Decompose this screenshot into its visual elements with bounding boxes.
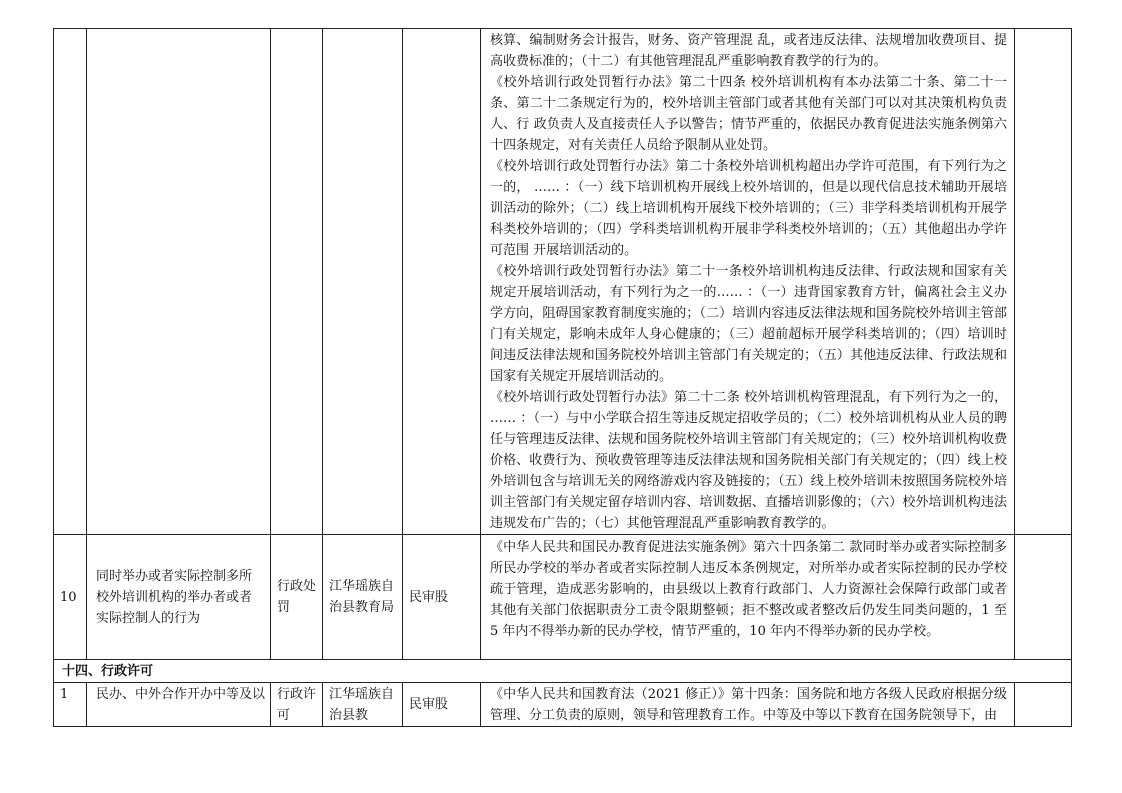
cell-unit: [403, 29, 481, 535]
cell-remark: [1015, 683, 1072, 727]
cell-remark: [1015, 535, 1072, 660]
cell-unit: 民审股: [403, 535, 481, 660]
basis-paragraph: 核算、编制财务会计报告，财务、资产管理混 乱，或者违反法律、法规增加收费项目、提高收费标准的；（十二）有其他管理混乱严重影响教育教学的行为的。: [490, 33, 1007, 69]
cell-no: [54, 29, 87, 535]
regulation-table: [53, 28, 1072, 727]
section-header-row: [54, 660, 1072, 683]
cell-unit: 民审股: [403, 683, 481, 727]
cell-item: 同时举办或者实际控制多所校外培训机构的举办者或者实际控制人的行为: [87, 535, 271, 660]
cell-dept: 江华瑶族自治县教育局: [323, 535, 403, 660]
cell-basis: 《中华人民共和国民办教育促进法实施条例》第六十四条第二 款同时举办或者实际控制多所民办学校的举办者或者实际控制人违反本条例规定，对所举办或者实际控制的民办学校疏于管理，造成恶劣影响的，由县级以上教育行政部门、人力资源社会保障行政部门或者其他有关部门依据职责分工责令限期整顿；拒不整改或者整改后仍发生同类问题的，1 至 5 年内不得举办新的民办学校，情节严重的，10 年内不得举办新的民办学校。: [481, 535, 1015, 660]
cell-type: [271, 29, 323, 535]
table-row: [54, 29, 1072, 535]
basis-paragraph: 《校外培训行政处罚暂行办法》第二十二条 校外培训机构管理混乱，有下列行为之一的， …… ：（一）与中小学联合招生等违反规定招收学员的；（二）校外培训机构从业人员的聘任与管理违反法律、法规和国务院校外培训主管部门有关规定的；（三）校外培训机构收费价格、收费行为、预收费管理等违反法律法规和国务院相关部门有关规定的；（四）线上校外培训包含与培训无关的网络游戏内容及链接的；（五）线上校外培训未按照国务院校外培训主管部门有关规定留存培训内容、培训数据、直播培训影像的；（六）校外培训机构违法违规发布广告的；（七）其他管理混乱严重影响教育教学的。: [490, 390, 1007, 531]
cell-basis: 《中华人民共和国教育法（2021 修正）》第十四条：国务院和地方各级人民政府根据分级管理、分工负责的原则，领导和管理教育工作。中等及中等以下教育在国务院领导下，由: [481, 683, 1015, 727]
cell-no: 10: [54, 535, 87, 660]
cell-no: 1: [54, 683, 87, 727]
table-row: [54, 683, 1072, 727]
cell-type: 行政许可: [271, 683, 323, 727]
basis-paragraph: 《校外培训行政处罚暂行办法》第二十四条 校外培训机构有本办法第二十条、第二十一条、第二十二条规定行为的，校外培训主管部门或者其他有关部门可以对其决策机构负责人、行 政负责人及直接责任人予以警告；情节严重的，依据民办教育促进法实施条例第六十四条规定，对有关责任人员给予限制从业处罚。: [490, 75, 1007, 153]
section-title: 十四、行政许可: [54, 660, 1072, 683]
cell-item: [87, 29, 271, 535]
cell-item: 民办、中外合作开办中等及以: [87, 683, 271, 727]
table-row: [54, 535, 1072, 660]
cell-remark: [1015, 29, 1072, 535]
cell-basis: [481, 29, 1015, 535]
cell-dept: 江华瑶族自治县教: [323, 683, 403, 727]
basis-paragraph: 《校外培训行政处罚暂行办法》第二十条校外培训机构超出办学许可范围，有下列行为之一的， …… ：（一）线下培训机构开展线上校外培训的，但是以现代信息技术辅助开展培训活动的除外；（二）线上培训机构开展线下校外培训的；（三）非学科类培训机构开展学科类校外培训的；（四）学科类培训机构开展非学科类校外培训的；（五）其他超出办学许可范围 开展培训活动的。: [490, 159, 1007, 258]
cell-dept: [323, 29, 403, 535]
basis-paragraph: 《校外培训行政处罚暂行办法》第二十一条校外培训机构违反法律、行政法规和国家有关规定开展培训活动，有下列行为之一的…… ：（一）违背国家教育方针，偏离社会主义办学方向，阻碍国家教育制度实施的；（二）培训内容违反法律法规和国务院校外培训主管部门有关规定，影响未成年人身心健康的；（三）超前超标开展学科类培训的；（四）培训时间违反法律法规和国务院校外培训主管部门有关规定的；（五）其他违反法律、行政法规和国家有关规定开展培训活动的。: [490, 264, 1007, 384]
cell-type: 行政处罚: [271, 535, 323, 660]
